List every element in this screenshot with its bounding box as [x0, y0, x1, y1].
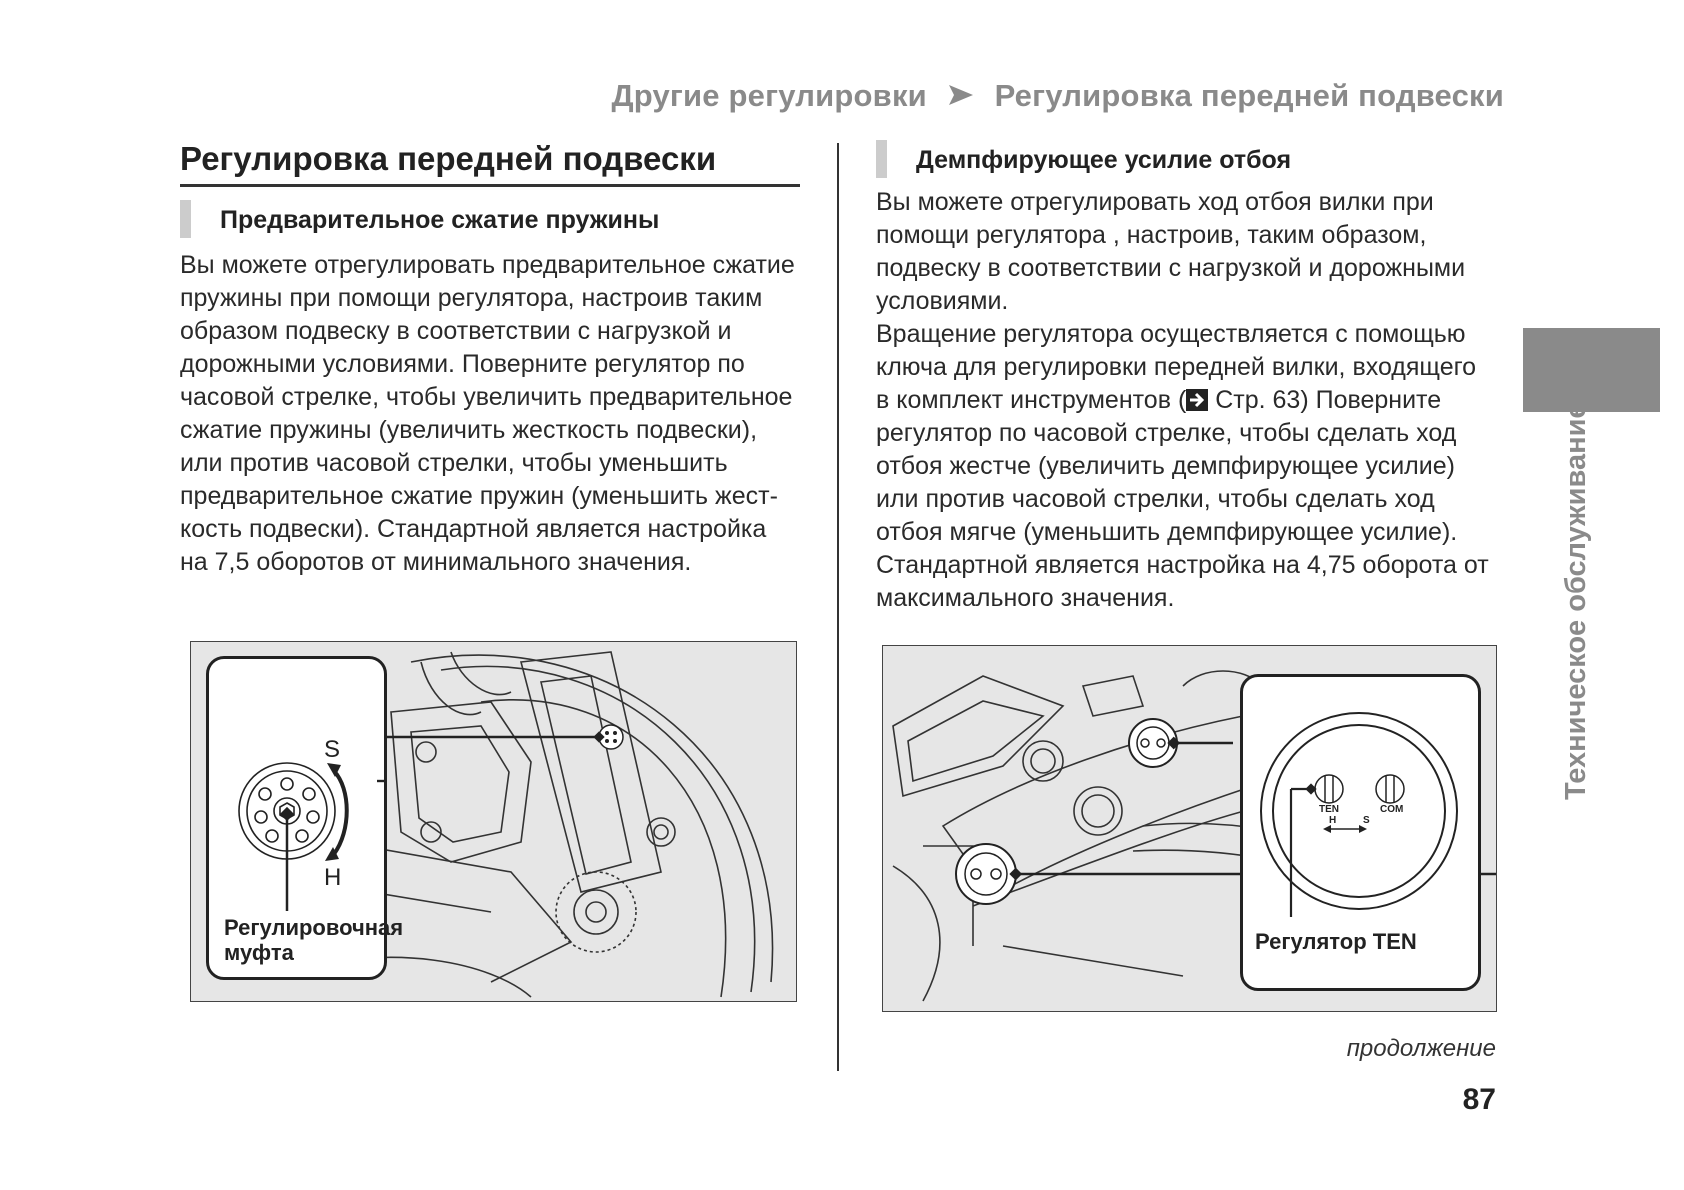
text-line: Вы можете отрегулировать ход отбоя вилки при [876, 188, 1434, 216]
callout-label-line: Регулировочная [224, 915, 404, 940]
breadcrumb [611, 78, 1504, 114]
continued-note: продолжение [1346, 1035, 1496, 1062]
page-title: Регулировка передней подвески [180, 140, 717, 177]
text-line: отбоя мягче (уменьшить демпфирующее усилие). [876, 518, 1458, 546]
page-number: 87 [1462, 1083, 1496, 1116]
hard-label: H [324, 864, 342, 891]
left-subheading [220, 206, 659, 235]
section-tab-block [1523, 328, 1660, 412]
breadcrumb-arrow-icon [948, 84, 974, 106]
ten-label: TEN [1319, 804, 1339, 815]
text-line: Стандартной является настройка на 4,75 оборота от [876, 551, 1489, 579]
text-line: помощи регулятора , настроив, таким образом, [876, 221, 1427, 249]
callout-label [224, 915, 403, 965]
text-line: сжатие пружины (увеличить жесткость подвески), [180, 416, 758, 444]
callout-label-line: муфта [224, 940, 294, 965]
text-line: регулятор по часовой стрелке, чтобы сделать ход [876, 419, 1457, 447]
breadcrumb-page: Регулировка передней подвески [994, 78, 1504, 113]
text-line: или против часовой стрелки, чтобы уменьшить [180, 449, 728, 477]
text-line: образом подвеску в соответствии с нагрузкой и [180, 317, 732, 345]
reference-text-after: Стр. 63) Поверните [1208, 386, 1442, 414]
soft-label: S [324, 736, 341, 763]
text-line: условиями. [876, 287, 1009, 315]
ten-callout [1240, 674, 1481, 991]
subheading-marker [180, 200, 191, 238]
text-line: подвеску в соответствии с нагрузкой и дорожными [876, 254, 1466, 282]
preload-callout [206, 656, 404, 980]
left-subheading-text: Предварительное сжатие пружины [220, 206, 660, 234]
text-line: дорожными условиями. Поверните регулятор по [180, 350, 745, 378]
text-line: ключа для регулировки передней вилки, входящего [876, 353, 1477, 381]
text-line: на 7,5 оборотов от минимального значения. [180, 548, 692, 576]
text-line: часовой стрелке, чтобы увеличить предварительное [180, 383, 793, 411]
fork-preload-figure [190, 641, 797, 1002]
column-divider [837, 143, 839, 1071]
text-line: или против часовой стрелки, чтобы сделать ход [876, 485, 1435, 513]
left-paragraph [180, 249, 795, 579]
rebound-damping-figure [882, 645, 1497, 1012]
soft-label: S [1363, 815, 1370, 826]
reference-text-before: в комплект инструментов ( [876, 386, 1187, 414]
subheading-marker [876, 140, 887, 178]
text-line: отбоя жестче (увеличить демпфирующее усилие) [876, 452, 1455, 480]
page-reference-icon [1186, 389, 1208, 411]
text-line: максимального значения. [876, 584, 1175, 612]
section-tab-label: Техническое обслуживание [1560, 402, 1592, 800]
text-line: Вы можете отрегулировать предварительное сжатие [180, 251, 795, 279]
text-line: Вращение регулятора осуществляется с помощью [876, 320, 1466, 348]
text-line: предварительное сжатие пружин (уменьшить жест- [180, 482, 778, 510]
text-line: пружины при помощи регулятора, настроив таким [180, 284, 763, 312]
title-underline [180, 184, 800, 187]
callout-label: Регулятор TEN [1255, 929, 1417, 954]
hard-label: H [1329, 815, 1337, 826]
text-line: кость подвески). Стандартной является настройка [180, 515, 767, 543]
com-label: COM [1380, 804, 1404, 815]
text-line-with-reference [876, 384, 1489, 417]
right-subheading-text: Демпфирующее усилие отбоя [916, 146, 1292, 174]
right-subheading [916, 146, 1291, 175]
breadcrumb-section: Другие регулировки [611, 78, 927, 113]
right-paragraph [876, 186, 1489, 615]
